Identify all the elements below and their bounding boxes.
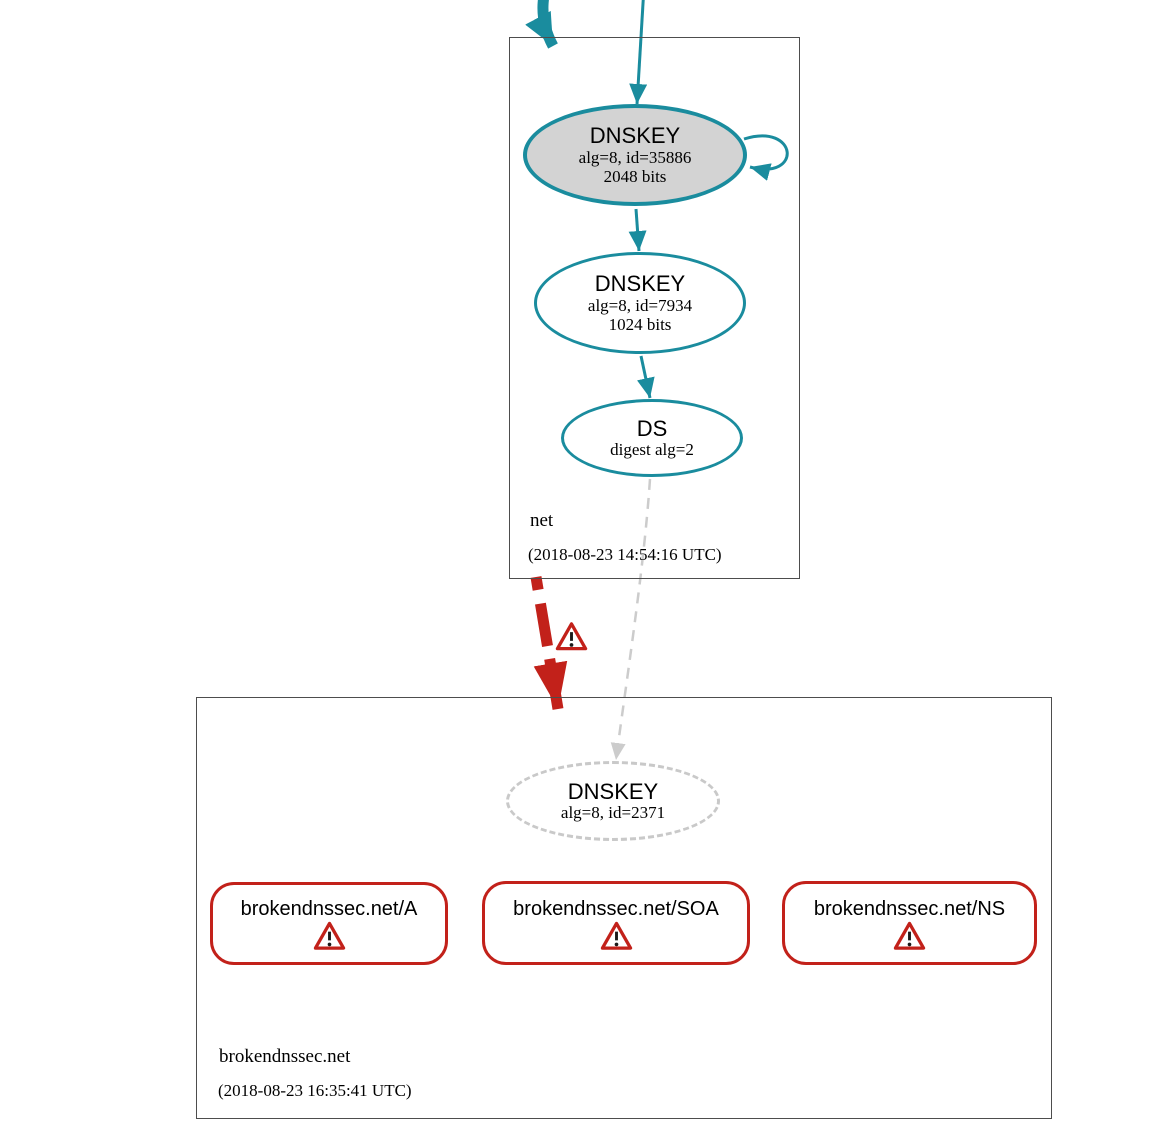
warning-triangle-icon[interactable]	[893, 921, 926, 951]
node-title: DNSKEY	[589, 123, 681, 149]
node-title: DNSKEY	[567, 778, 659, 804]
node-rrset-a[interactable]	[210, 882, 448, 965]
rrset-label: brokendnssec.net/NS	[813, 897, 1006, 920]
node-ds[interactable]	[561, 399, 743, 477]
zone-timestamp-net: (2018-08-23 14:54:16 UTC)	[528, 545, 722, 564]
warning-triangle-icon[interactable]	[555, 621, 588, 652]
node-detail: alg=8, id=35886	[578, 147, 692, 167]
warning-triangle-icon[interactable]	[600, 921, 633, 951]
node-rrset-ns[interactable]	[782, 881, 1037, 965]
node-bits: 1024 bits	[608, 314, 672, 334]
node-detail: alg=8, id=2371	[560, 803, 666, 823]
node-dnskey-35886[interactable]	[523, 104, 747, 206]
node-bits: 2048 bits	[603, 166, 667, 186]
node-detail: alg=8, id=7934	[587, 295, 693, 315]
node-title: DS	[636, 415, 668, 441]
node-dnskey-7934[interactable]	[534, 252, 746, 354]
node-rrset-soa[interactable]	[482, 881, 750, 965]
node-detail: digest alg=2	[610, 440, 694, 460]
node-dnskey-2371[interactable]	[506, 761, 720, 841]
zone-name-brokendnssec: brokendnssec.net	[219, 1046, 351, 1067]
zone-timestamp-brokendnssec: (2018-08-23 16:35:41 UTC)	[218, 1081, 412, 1100]
node-title: DNSKEY	[594, 271, 686, 297]
zone-name-net: net	[530, 510, 554, 531]
rrset-label: brokendnssec.net/A	[240, 898, 418, 920]
warning-triangle-icon[interactable]	[313, 921, 346, 951]
rrset-label: brokendnssec.net/SOA	[513, 897, 719, 920]
